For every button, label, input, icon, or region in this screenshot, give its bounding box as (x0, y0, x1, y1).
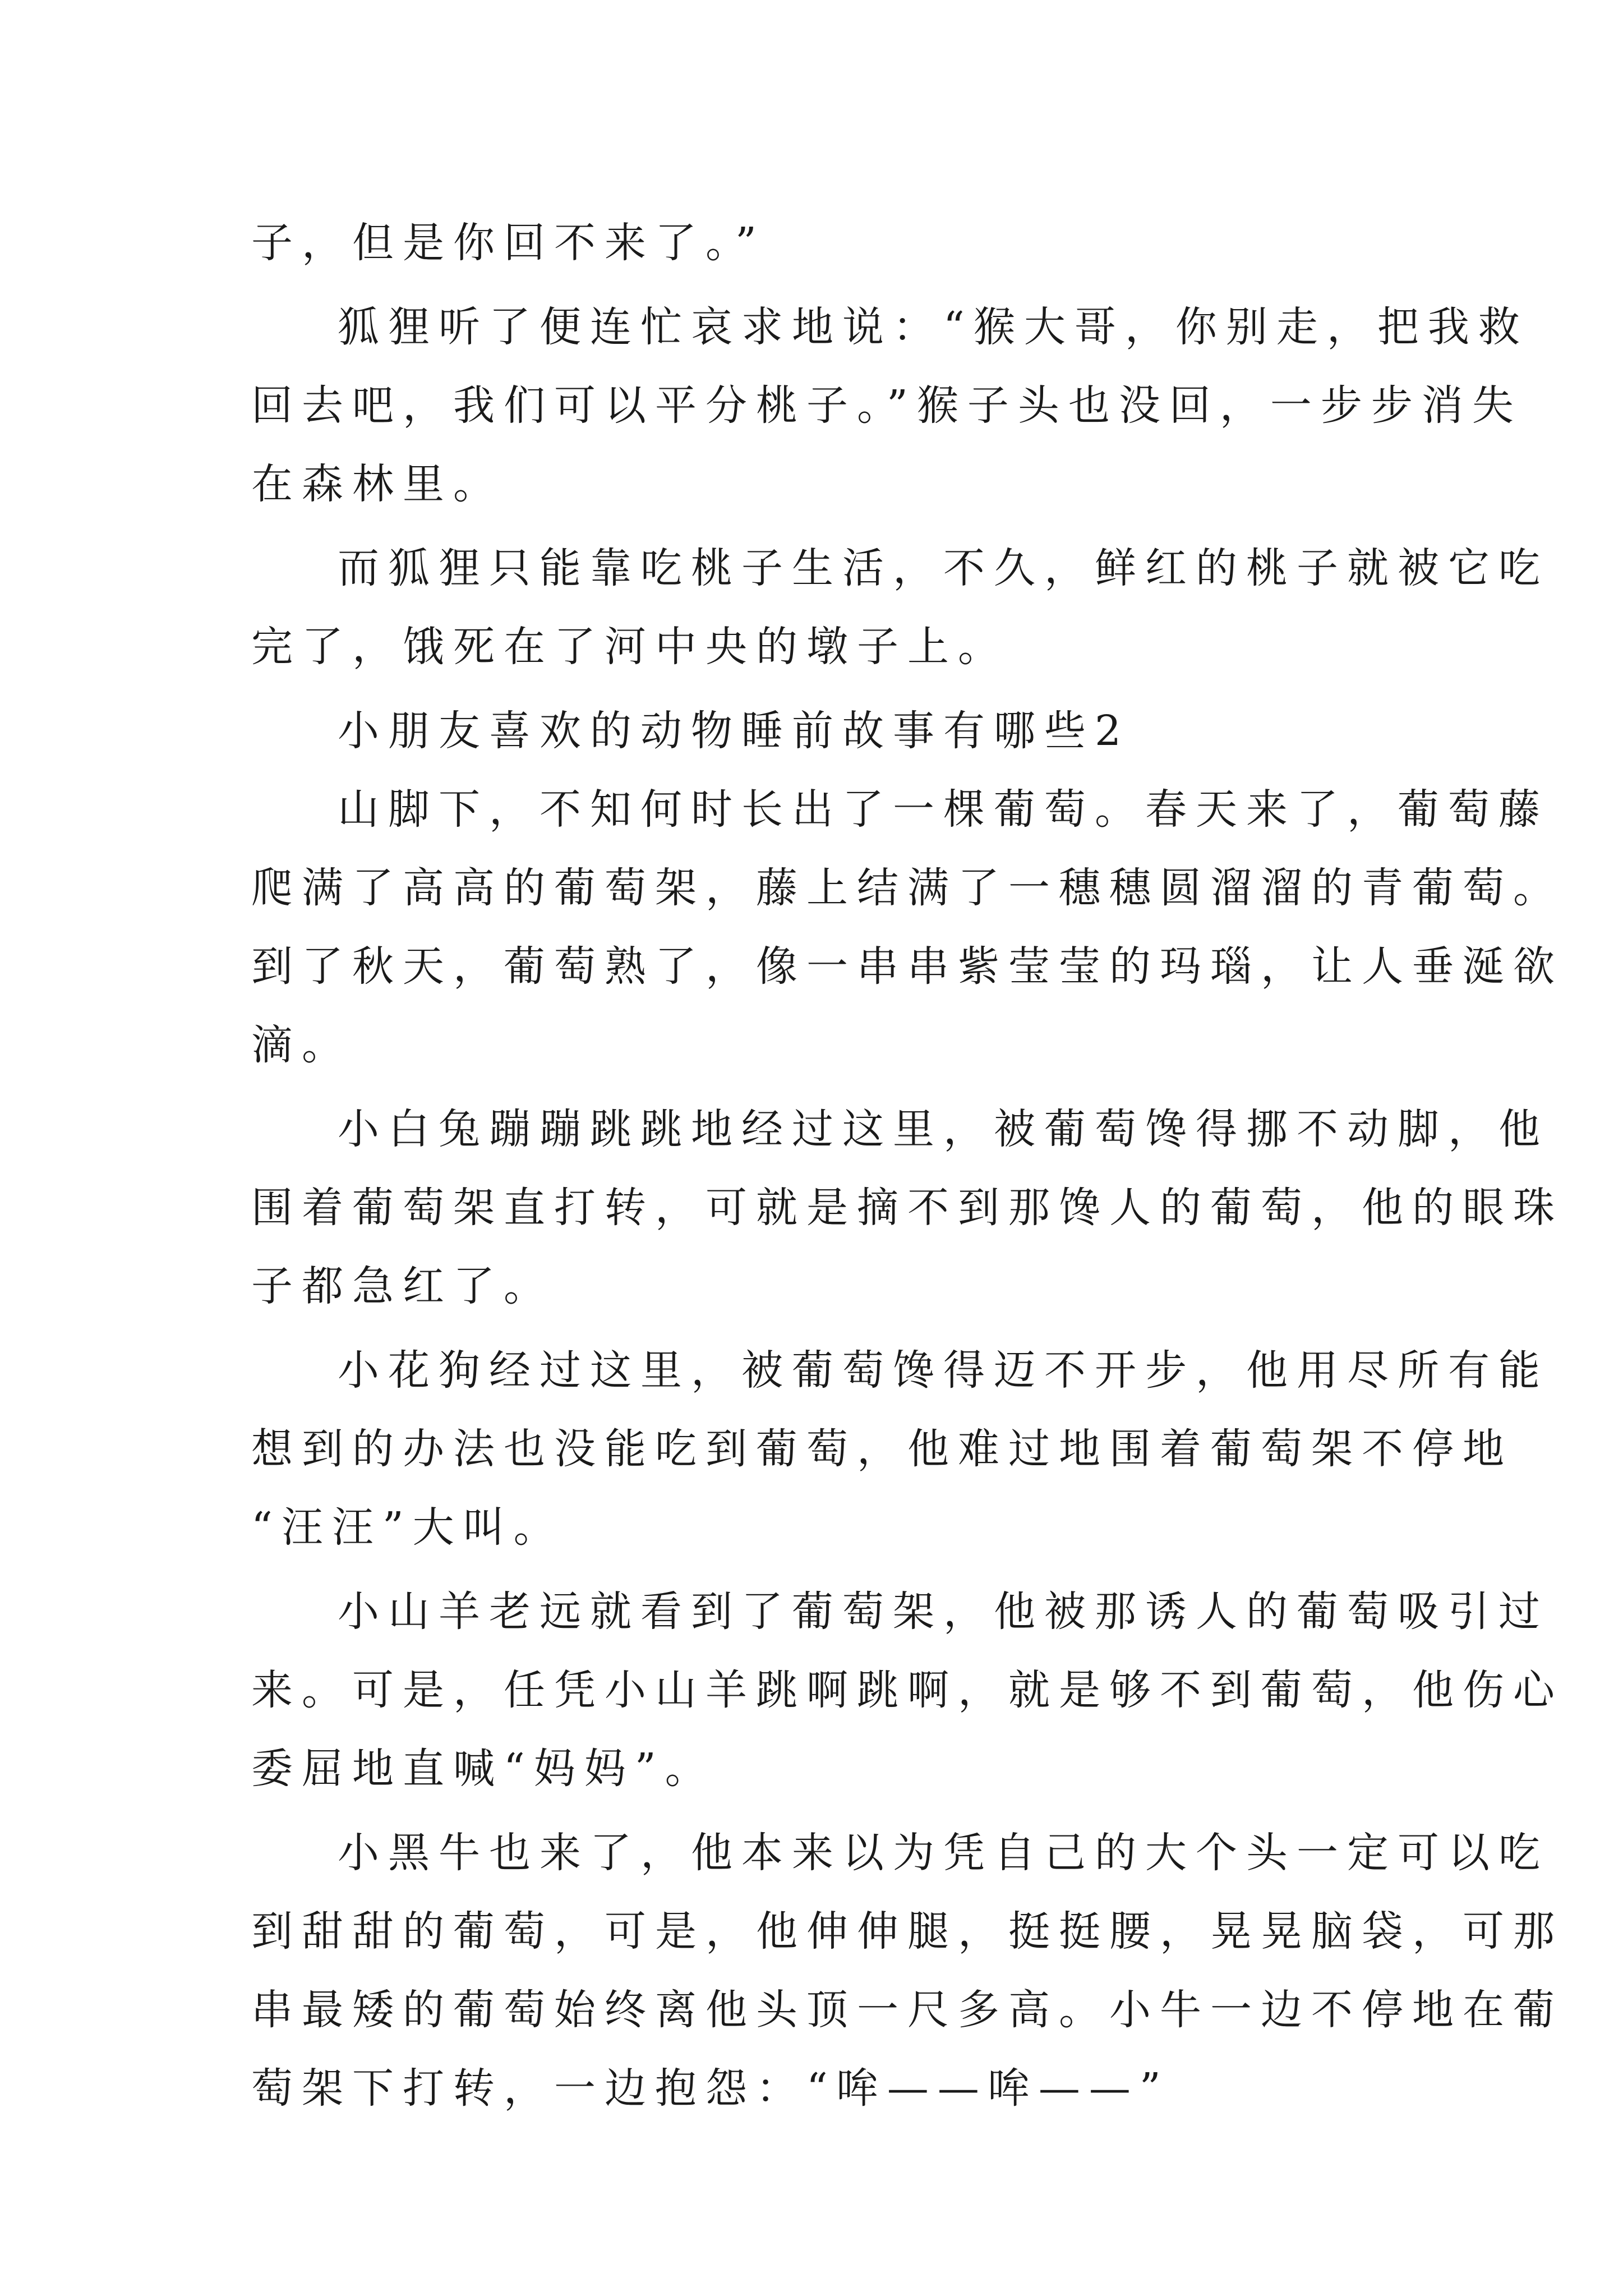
text-line: 委屈地直喊“妈妈”。 (251, 1745, 716, 1793)
paragraph-first-line: 而狐狸只能靠吃桃子生活，不久，鲜红的桃子就被它吃 (338, 544, 1549, 592)
text-line: 萄架下打转，一边抱怨：“哞——哞——” (251, 2064, 1170, 2113)
text-line: 滴。 (251, 1021, 352, 1069)
text-line: 在森林里。 (251, 460, 504, 508)
text-line: 到甜甜的葡萄，可是，他伸伸腿，挺挺腰，晃晃脑袋，可那 (251, 1907, 1564, 1955)
section-heading: 小朋友喜欢的动物睡前故事有哪些2 (338, 707, 1131, 755)
text-line: 到了秋天，葡萄熟了，像一串串紫莹莹的玛瑙，让人垂涎欲 (251, 942, 1564, 991)
text-line: 围着葡萄架直打转，可就是摘不到那馋人的葡萄，他的眼珠 (251, 1184, 1564, 1232)
text-line: 子，但是你回不来了。” (251, 219, 766, 267)
paragraph-first-line: 小山羊老远就看到了葡萄架，他被那诱人的葡萄吸引过 (338, 1588, 1549, 1636)
paragraph-first-line: 山脚下，不知何时长出了一棵葡萄。春天来了，葡萄藤 (338, 785, 1549, 834)
text-line: 完了，饿死在了河中央的墩子上。 (251, 623, 1008, 671)
text-line: “汪汪”大叫。 (251, 1503, 564, 1552)
paragraph-first-line: 狐狸听了便连忙哀求地说：“猴大哥，你别走，把我救 (338, 303, 1529, 351)
text-line: 回去吧，我们可以平分桃子。”猴子头也没回，一步步消失 (251, 381, 1523, 430)
text-line: 想到的办法也没能吃到葡萄，他难过地围着葡萄架不停地 (251, 1425, 1513, 1473)
text-line: 来。可是，任凭小山羊跳啊跳啊，就是够不到葡萄，他伤心 (251, 1666, 1564, 1714)
text-line: 爬满了高高的葡萄架，藤上结满了一穗穗圆溜溜的青葡萄。 (251, 864, 1564, 912)
paragraph-first-line: 小黑牛也来了，他本来以为凭自己的大个头一定可以吃 (338, 1829, 1549, 1877)
paragraph-first-line: 小花狗经过这里，被葡萄馋得迈不开步，他用尽所有能 (338, 1346, 1549, 1395)
text-line: 子都急红了。 (251, 1262, 554, 1310)
text-line: 串最矮的葡萄始终离他头顶一尺多高。小牛一边不停地在葡 (251, 1986, 1564, 2034)
paragraph-first-line: 小白兔蹦蹦跳跳地经过这里，被葡萄馋得挪不动脚，他 (338, 1105, 1549, 1153)
